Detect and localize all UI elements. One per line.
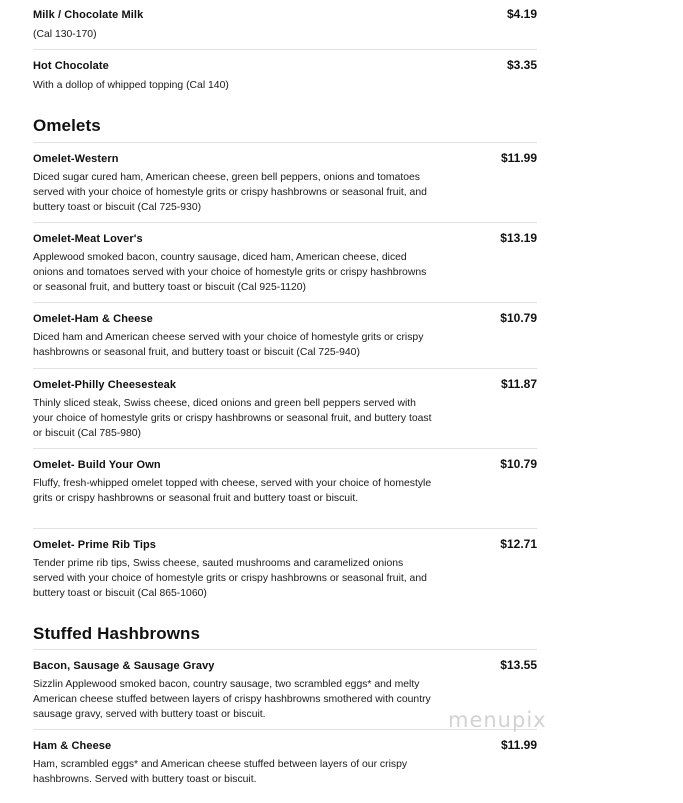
divider [33,49,537,50]
item-name: Omelet- Prime Rib Tips [33,539,157,551]
item-name: Ham & Cheese [33,740,112,752]
divider [33,649,537,650]
item-description: (Cal 130-170) [33,29,97,40]
item-price: $13.19 [500,231,537,245]
item-name: Omelet- Build Your Own [33,459,161,471]
item-description: Sizzlin Applewood smoked bacon, country sausage, two scrambled eggs* and melty American cheese stuffed between layers of crispy hashbrowns smothered with country sausage gravy, served with buttery toast or biscuit. [33,679,431,720]
divider [33,448,537,449]
item-price: $11.99 [500,738,537,752]
divider [33,368,537,369]
item-name: Milk / Chocolate Milk [33,9,144,21]
item-price: $11.87 [500,377,537,391]
item-price: $4.19 [506,7,537,21]
item-description: Thinly sliced steak, Swiss cheese, diced onions and green bell peppers served with your choice of homestyle grits or crispy hashbrowns or seasonal fruit, and buttery toast or biscuit (Cal 785-980) [33,398,432,439]
item-name: Omelet-Meat Lover's [33,233,143,245]
item-description: Diced sugar cured ham, American cheese, green bell peppers, onions and tomatoes served with your choice of homestyle grits or crispy hashbrowns or seasonal fruit, and buttery toast or biscuit (Cal 725-930) [33,172,427,213]
item-name: Bacon, Sausage & Sausage Gravy [33,660,215,672]
item-price: $10.79 [500,457,537,471]
watermark: menupix [448,708,547,732]
item-price: $12.71 [500,537,537,551]
item-description: With a dollop of whipped topping (Cal 140) [33,80,229,91]
item-name: Omelet-Philly Cheesesteak [33,379,177,391]
item-description: Diced ham and American cheese served with your choice of homestyle grits or crispy hashbrowns or seasonal fruit, and buttery toast or biscuit (Cal 725-940) [33,332,424,358]
section-heading-stuffed-hashbrowns: Stuffed Hashbrowns [33,624,201,643]
item-description: Tender prime rib tips, Swiss cheese, sauted mushrooms and caramelized onions served with your choice of homestyle grits or crispy hashbrowns or seasonal fruit, and buttery toast or biscuit (Cal 865-1060) [33,558,427,599]
divider [33,142,537,143]
divider [33,222,537,223]
divider [33,528,537,529]
divider [33,302,537,303]
item-name: Omelet-Western [33,153,119,165]
item-name: Omelet-Ham & Cheese [33,313,153,325]
item-price: $11.99 [500,151,537,165]
item-name: Hot Chocolate [33,60,109,72]
item-description: Applewood smoked bacon, country sausage, diced ham, American cheese, diced onions and tomatoes served with your choice of homestyle grits or crispy hashbrowns or seasonal fruit, and buttery toast or biscuit (Cal 925-1120) [33,252,427,293]
section-heading-omelets: Omelets [33,116,101,135]
item-description: Fluffy, fresh-whipped omelet topped with cheese, served with your choice of homestyle grits or crispy hashbrowns or seasonal fruit and buttery toast or biscuit. [33,478,432,504]
item-description: Ham, scrambled eggs* and American cheese stuffed between layers of our crispy hashbrowns. Served with buttery toast or biscuit. [33,759,408,785]
item-price: $10.79 [500,311,537,325]
item-price: $3.35 [506,58,537,72]
item-price: $13.55 [500,658,537,672]
